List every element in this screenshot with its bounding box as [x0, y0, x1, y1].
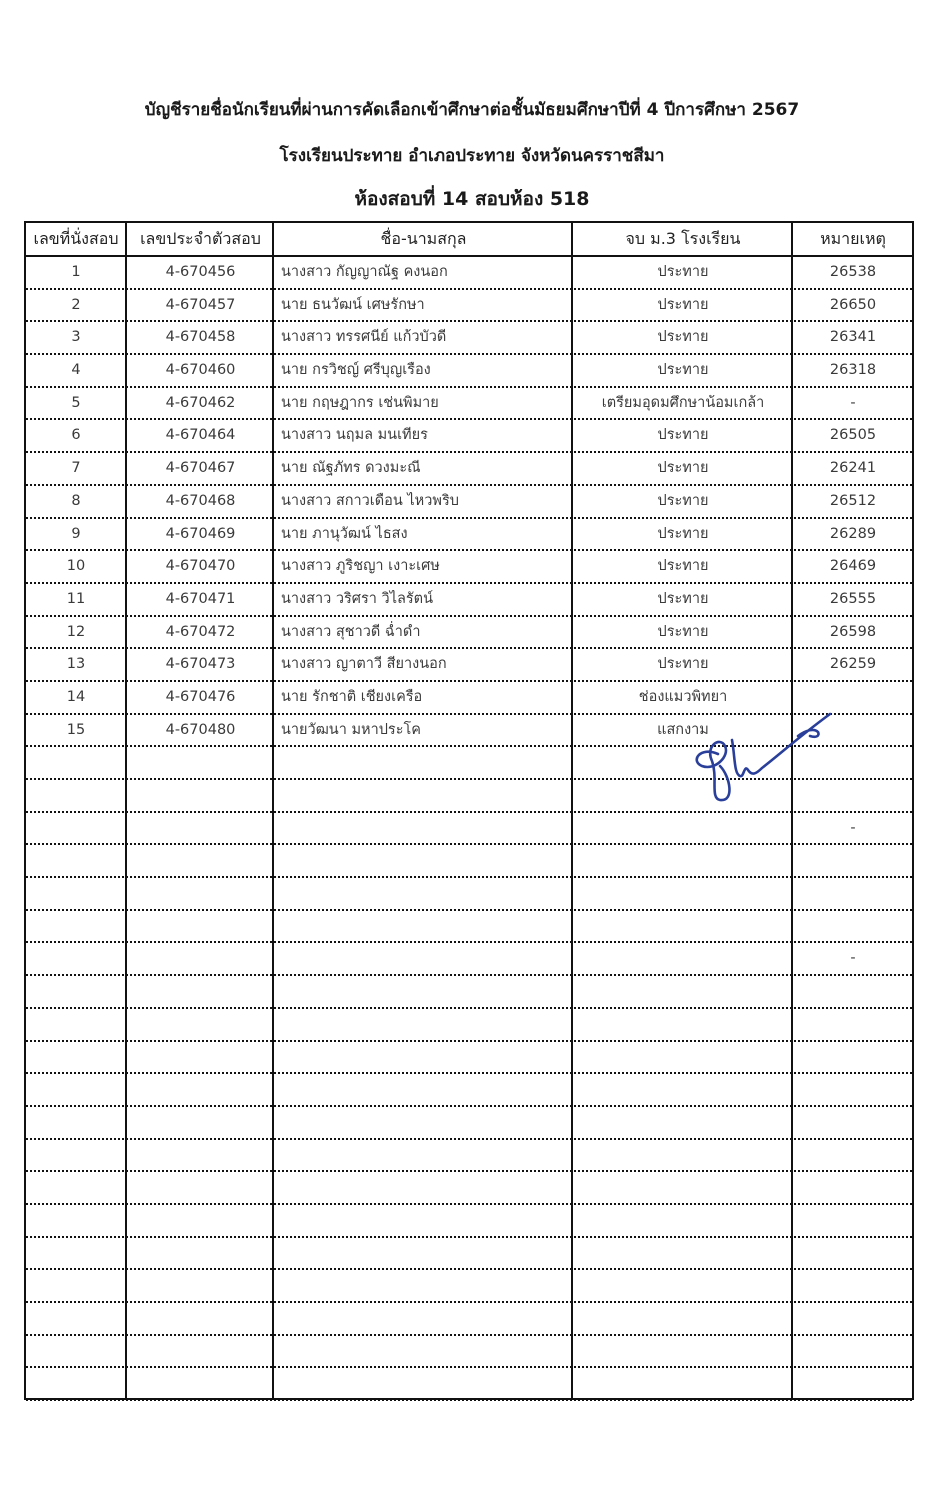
- exam-id-cell: [128, 1009, 273, 1039]
- col-header-school: จบ ม.3 โรงเรียน: [625, 229, 741, 248]
- table-row: [26, 911, 912, 944]
- exam-id-cell: [128, 943, 273, 973]
- table-row: [26, 1238, 912, 1271]
- column-divider: [791, 223, 793, 1398]
- student-name-cell: นางสาว ญาตาวี สียางนอก: [281, 656, 447, 673]
- previous-school-cell: [574, 911, 792, 941]
- seat-number-cell: 13: [66, 656, 86, 673]
- student-name-cell: [275, 747, 572, 777]
- exam-id-cell: [128, 1238, 273, 1268]
- note-cell: 26318: [829, 362, 877, 379]
- exam-id-cell: 4-670470: [165, 558, 236, 575]
- table-row: [26, 1172, 912, 1205]
- previous-school-cell: [574, 1074, 792, 1104]
- student-name-cell: [275, 1336, 572, 1366]
- exam-id-cell: [128, 1336, 273, 1366]
- table-row: [26, 649, 912, 682]
- previous-school-cell: [574, 878, 792, 908]
- document-title: บัญชีรายชื่อนักเรียนที่ผ่านการคัดเลือกเข้าศึกษาต่อชั้นมัธยมศึกษาปีที่ 4 ปีการศึกษา 2567: [144, 100, 800, 120]
- table-row: [26, 388, 912, 421]
- note-cell: -: [850, 819, 856, 836]
- table-row: [26, 1042, 912, 1075]
- note-cell: [794, 1042, 912, 1072]
- previous-school-cell: [574, 1303, 792, 1333]
- table-row: [26, 813, 912, 846]
- note-cell: [794, 1074, 912, 1104]
- exam-id-cell: [128, 1303, 273, 1333]
- seat-number-cell: [26, 1172, 126, 1202]
- table-row: [26, 1368, 912, 1401]
- table-row: [26, 486, 912, 519]
- student-name-cell: นางสาว สกาวเดือน ไหวพริบ: [281, 492, 459, 509]
- seat-number-cell: [26, 845, 126, 875]
- previous-school-cell: [574, 1205, 792, 1235]
- note-cell: 26505: [829, 427, 877, 444]
- seat-number-cell: 2: [71, 296, 81, 313]
- exam-id-cell: 4-670473: [165, 656, 236, 673]
- student-name-cell: นาย ณัฐภัทร ดวงมะณี: [281, 460, 421, 477]
- seat-number-cell: [26, 1205, 126, 1235]
- exam-id-cell: [128, 878, 273, 908]
- student-name-cell: นายวัฒนา มหาประโค: [281, 721, 421, 738]
- table-row: [26, 1336, 912, 1369]
- note-cell: 26598: [829, 623, 877, 640]
- seat-number-cell: [26, 943, 126, 973]
- student-name-cell: นางสาว นฤมล มนเทียร: [281, 427, 428, 444]
- exam-id-cell: [128, 1074, 273, 1104]
- table-row: [26, 355, 912, 388]
- table-row: [26, 1205, 912, 1238]
- column-divider: [571, 223, 573, 1398]
- exam-id-cell: [128, 747, 273, 777]
- seat-number-cell: [26, 1303, 126, 1333]
- previous-school-cell: [574, 976, 792, 1006]
- student-name-cell: นาย กฤษฎากร เช่นพิมาย: [281, 394, 439, 411]
- student-name-cell: [275, 1270, 572, 1300]
- student-name-cell: [275, 1009, 572, 1039]
- exam-id-cell: 4-670471: [165, 590, 236, 607]
- note-cell: -: [850, 394, 856, 411]
- note-cell: -: [850, 950, 856, 967]
- table-row: [26, 1107, 912, 1140]
- exam-id-cell: 4-670467: [165, 460, 236, 477]
- exam-id-cell: 4-670472: [165, 623, 236, 640]
- note-cell: 26555: [829, 590, 877, 607]
- seat-number-cell: 9: [71, 525, 81, 542]
- note-cell: [794, 1303, 912, 1333]
- previous-school-cell: [574, 1368, 792, 1398]
- previous-school-cell: ช่องแมวพิทยา: [638, 688, 728, 705]
- previous-school-cell: [574, 1009, 792, 1039]
- table-row: [26, 584, 912, 617]
- student-name-cell: [275, 1140, 572, 1170]
- previous-school-cell: [574, 1270, 792, 1300]
- student-name-cell: นาย กรวิชญ์ ศรีบุญเรือง: [281, 362, 431, 379]
- student-name-cell: [275, 813, 572, 843]
- previous-school-cell: แสกงาม: [657, 721, 709, 738]
- previous-school-cell: [574, 943, 792, 973]
- seat-number-cell: 8: [71, 492, 81, 509]
- exam-id-cell: [128, 1107, 273, 1137]
- col-header-seat: เลขที่นั่งสอบ: [33, 229, 119, 248]
- exam-id-cell: [128, 780, 273, 810]
- student-name-cell: นาย รักชาติ เชียงเครือ: [281, 688, 423, 705]
- previous-school-cell: ประทาย: [657, 623, 709, 640]
- table-row: [26, 1074, 912, 1107]
- table-row: [26, 845, 912, 878]
- seat-number-cell: [26, 878, 126, 908]
- table-row: [26, 453, 912, 486]
- seat-number-cell: [26, 1140, 126, 1170]
- note-cell: [794, 1009, 912, 1039]
- exam-id-cell: [128, 1140, 273, 1170]
- note-cell: 26469: [829, 558, 877, 575]
- previous-school-cell: [574, 813, 792, 843]
- note-cell: [794, 1336, 912, 1366]
- student-name-cell: นางสาว ภูริชญา เงาะเศษ: [281, 558, 440, 575]
- student-name-cell: นาย ธนวัฒน์ เศษรักษา: [281, 296, 425, 313]
- exam-id-cell: 4-670468: [165, 492, 236, 509]
- exam-room-heading: ห้องสอบที่ 14 สอบห้อง 518: [354, 188, 590, 210]
- student-name-cell: [275, 845, 572, 875]
- previous-school-cell: ประทาย: [657, 264, 709, 280]
- note-cell: 26259: [829, 656, 877, 673]
- exam-id-cell: 4-670480: [165, 721, 236, 738]
- previous-school-cell: [574, 1042, 792, 1072]
- student-list-table: [24, 221, 914, 1400]
- exam-id-cell: 4-670469: [165, 525, 236, 542]
- col-header-note: หมายเหตุ: [820, 229, 886, 248]
- table-header: [26, 223, 912, 257]
- table-row: [26, 551, 912, 584]
- table-row: [26, 1303, 912, 1336]
- note-cell: [794, 911, 912, 941]
- previous-school-cell: ประทาย: [657, 362, 709, 379]
- student-name-cell: นางสาว วริศรา วิไลรัตน์: [281, 590, 433, 607]
- seat-number-cell: [26, 1074, 126, 1104]
- note-cell: [794, 878, 912, 908]
- note-cell: [794, 1172, 912, 1202]
- exam-id-cell: 4-670460: [165, 362, 236, 379]
- student-name-cell: [275, 943, 572, 973]
- previous-school-cell: ประทาย: [657, 329, 709, 346]
- student-name-cell: [275, 780, 572, 810]
- previous-school-cell: ประทาย: [657, 492, 709, 509]
- exam-id-cell: 4-670476: [165, 688, 236, 705]
- previous-school-cell: [574, 1172, 792, 1202]
- seat-number-cell: 1: [71, 264, 81, 280]
- signature-icon: [690, 706, 840, 806]
- school-location-line: โรงเรียนประทาย อำเภอประทาย จังหวัดนครราชสีมา: [279, 146, 665, 166]
- previous-school-cell: ประทาย: [657, 656, 709, 673]
- seat-number-cell: [26, 1042, 126, 1072]
- previous-school-cell: ประทาย: [657, 427, 709, 444]
- note-cell: [794, 1270, 912, 1300]
- seat-number-cell: 5: [71, 394, 81, 411]
- student-name-cell: นาย ภานุวัฒน์ ไธสง: [281, 525, 408, 542]
- table-row: [26, 943, 912, 976]
- seat-number-cell: [26, 1368, 126, 1398]
- seat-number-cell: 6: [71, 427, 81, 444]
- student-name-cell: [275, 976, 572, 1006]
- previous-school-cell: ประทาย: [657, 460, 709, 477]
- note-cell: 26289: [829, 525, 877, 542]
- table-body: [26, 257, 912, 1401]
- note-cell: [794, 976, 912, 1006]
- seat-number-cell: [26, 1009, 126, 1039]
- previous-school-cell: เตรียมอุดมศึกษาน้อมเกล้า: [601, 394, 765, 411]
- col-header-name: ชื่อ-นามสกุล: [380, 229, 467, 248]
- student-name-cell: [275, 1074, 572, 1104]
- seat-number-cell: [26, 1107, 126, 1137]
- seat-number-cell: 15: [66, 721, 86, 738]
- student-name-cell: นางสาว สุชาวดี ฉ่ำดำ: [281, 623, 421, 640]
- seat-number-cell: 3: [71, 329, 81, 346]
- seat-number-cell: [26, 747, 126, 777]
- previous-school-cell: ประทาย: [657, 590, 709, 607]
- note-cell: [794, 1140, 912, 1170]
- student-name-cell: [275, 1107, 572, 1137]
- table-row: [26, 878, 912, 911]
- table-row: [26, 1270, 912, 1303]
- note-cell: 26538: [829, 264, 877, 280]
- table-row: [26, 322, 912, 355]
- exam-id-cell: [128, 976, 273, 1006]
- previous-school-cell: ประทาย: [657, 558, 709, 575]
- seat-number-cell: 7: [71, 460, 81, 477]
- note-cell: [794, 1107, 912, 1137]
- student-name-cell: [275, 911, 572, 941]
- exam-id-cell: [128, 1368, 273, 1398]
- seat-number-cell: 4: [71, 362, 81, 379]
- exam-id-cell: 4-670456: [165, 264, 236, 280]
- table-row: [26, 420, 912, 453]
- table-row: [26, 617, 912, 650]
- seat-number-cell: 14: [66, 688, 86, 705]
- exam-id-cell: 4-670458: [165, 329, 236, 346]
- seat-number-cell: 11: [66, 590, 86, 607]
- note-cell: 26650: [829, 296, 877, 313]
- table-row: [26, 290, 912, 323]
- student-name-cell: นางสาว กัญญาณัฐ คงนอก: [281, 264, 448, 280]
- note-cell: [794, 1238, 912, 1268]
- col-header-exam-id: เลขประจำตัวสอบ: [140, 229, 261, 248]
- previous-school-cell: [574, 1107, 792, 1137]
- note-cell: 26341: [829, 329, 877, 346]
- table-row: [26, 519, 912, 552]
- student-name-cell: [275, 1303, 572, 1333]
- seat-number-cell: 10: [66, 558, 86, 575]
- previous-school-cell: ประทาย: [657, 525, 709, 542]
- table-row: [26, 257, 912, 290]
- note-cell: 26241: [829, 460, 877, 477]
- column-divider: [125, 223, 127, 1398]
- seat-number-cell: 12: [66, 623, 86, 640]
- exam-id-cell: [128, 1172, 273, 1202]
- note-cell: [794, 1368, 912, 1398]
- note-cell: 26512: [829, 492, 877, 509]
- column-divider: [272, 223, 274, 1398]
- previous-school-cell: [574, 1238, 792, 1268]
- student-name-cell: นางสาว ทรรศนีย์ แก้วบัวดี: [281, 329, 447, 346]
- student-name-cell: [275, 1172, 572, 1202]
- exam-id-cell: [128, 1205, 273, 1235]
- student-name-cell: [275, 1205, 572, 1235]
- table-row: [26, 1009, 912, 1042]
- note-cell: [794, 1205, 912, 1235]
- seat-number-cell: [26, 1336, 126, 1366]
- exam-id-cell: [128, 813, 273, 843]
- student-name-cell: [275, 1238, 572, 1268]
- student-name-cell: [275, 1042, 572, 1072]
- previous-school-cell: [574, 1336, 792, 1366]
- exam-id-cell: [128, 1042, 273, 1072]
- seat-number-cell: [26, 1270, 126, 1300]
- exam-id-cell: 4-670457: [165, 296, 236, 313]
- student-name-cell: [275, 1368, 572, 1398]
- student-name-cell: [275, 878, 572, 908]
- previous-school-cell: [574, 1140, 792, 1170]
- exam-id-cell: 4-670464: [165, 427, 236, 444]
- exam-id-cell: [128, 1270, 273, 1300]
- exam-id-cell: [128, 911, 273, 941]
- previous-school-cell: [574, 845, 792, 875]
- exam-id-cell: [128, 845, 273, 875]
- seat-number-cell: [26, 813, 126, 843]
- previous-school-cell: ประทาย: [657, 296, 709, 313]
- table-row: [26, 1140, 912, 1173]
- seat-number-cell: [26, 1238, 126, 1268]
- seat-number-cell: [26, 780, 126, 810]
- exam-id-cell: 4-670462: [165, 394, 236, 411]
- seat-number-cell: [26, 976, 126, 1006]
- seat-number-cell: [26, 911, 126, 941]
- note-cell: [794, 845, 912, 875]
- table-row: [26, 976, 912, 1009]
